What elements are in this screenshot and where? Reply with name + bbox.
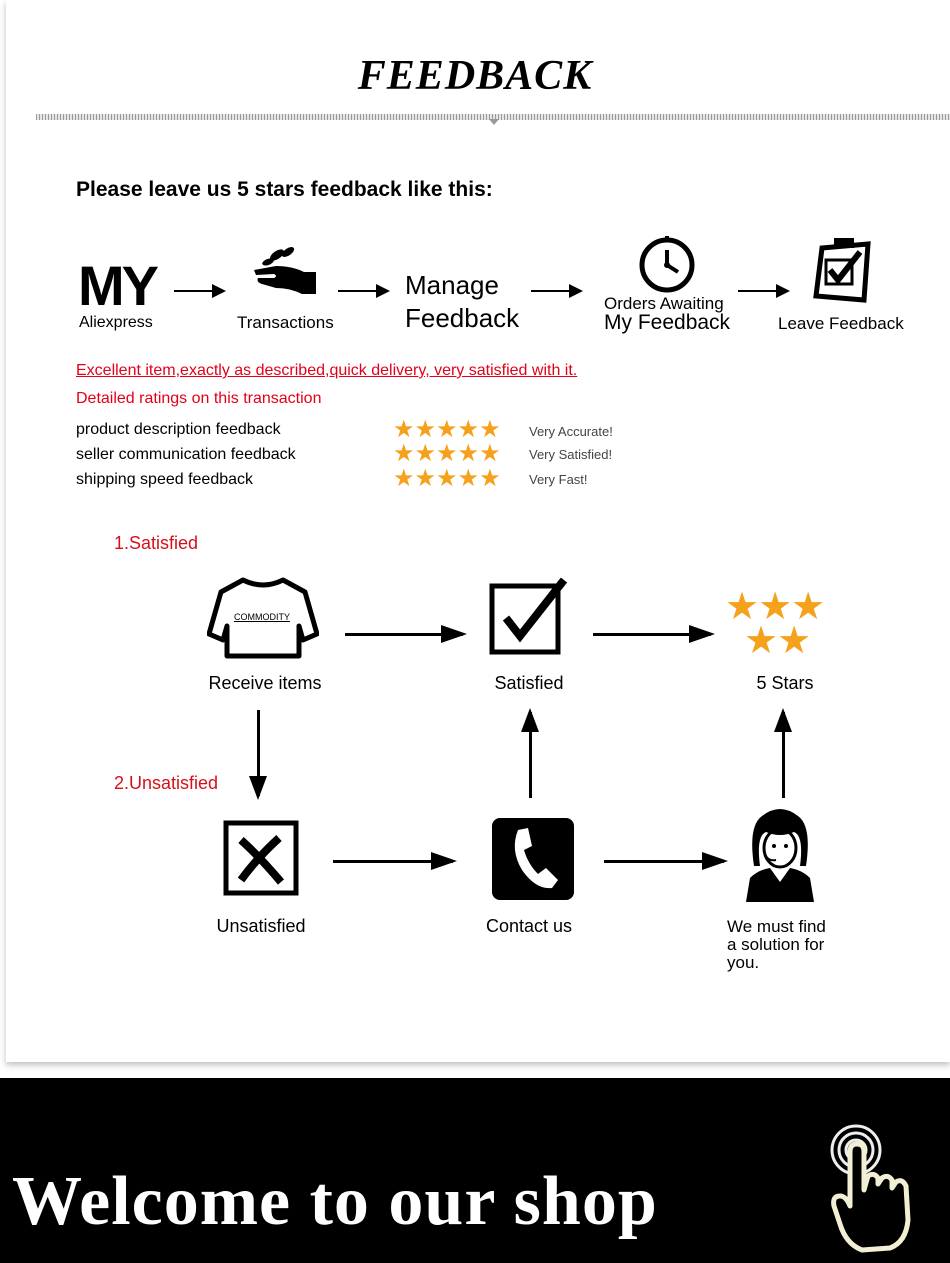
manage-label: Manage: [405, 270, 499, 300]
hand-with-coins-icon: [252, 244, 318, 298]
aliexpress-label: Aliexpress: [79, 314, 153, 331]
checkbox-icon: [488, 578, 568, 656]
step-arrow: [531, 290, 581, 292]
support-agent-icon: [744, 806, 816, 904]
rating-note: Very Satisfied!: [529, 447, 613, 462]
transactions-label: Transactions: [237, 313, 334, 332]
clock-icon: [638, 236, 696, 294]
my-logo: MY: [78, 254, 156, 317]
solution-line: a solution for: [727, 935, 825, 954]
solution-text: [727, 918, 826, 972]
solution-line: We must find: [727, 917, 826, 936]
divider-notch: [489, 119, 499, 125]
stars-icon: ★★: [744, 620, 811, 662]
step-arrow: [174, 290, 224, 292]
feedback-label: Feedback: [405, 303, 520, 333]
receive-items-label: Receive items: [208, 673, 322, 693]
step-arrow: [338, 290, 388, 292]
rating-label: seller communication feedback: [76, 446, 296, 463]
commodity-label: COMMODITY: [234, 612, 290, 622]
contact-us-label: Contact us: [485, 916, 573, 936]
intro-heading: Please leave us 5 stars feedback like this:: [76, 178, 493, 201]
my-feedback-label: My Feedback: [604, 311, 731, 334]
welcome-text: Welcome to our shop: [12, 1163, 658, 1240]
rating-stars: ★★★★★: [393, 465, 501, 492]
satisfied-label: Satisfied: [494, 673, 564, 693]
detailed-ratings-label: Detailed ratings on this transaction: [76, 390, 322, 407]
flow-arrow-up: [782, 712, 785, 798]
orders-awaiting-label: Orders Awaiting: [604, 294, 724, 313]
rating-stars: ★★★★★: [393, 416, 501, 443]
five-stars-label: 5 Stars: [756, 673, 814, 693]
pointing-hand-icon[interactable]: [826, 1124, 922, 1256]
unsatisfied-title: 2.Unsatisfied: [114, 773, 219, 793]
stars-icon: ★★★: [725, 586, 825, 628]
unsatisfied-label: Unsatisfied: [216, 916, 306, 936]
rating-stars: ★★★★★: [393, 440, 501, 467]
flow-arrow-down: [257, 710, 260, 796]
satisfied-title: 1.Satisfied: [114, 533, 199, 553]
phone-icon: [492, 818, 574, 900]
x-box-icon: [223, 820, 299, 896]
flow-arrow: [604, 860, 724, 863]
flow-arrow: [593, 633, 711, 636]
leave-feedback-label: Leave Feedback: [778, 314, 904, 333]
page-title: FEEDBACK: [357, 53, 593, 99]
solution-line: you.: [727, 953, 760, 972]
review-text: Excellent item,exactly as described,quick delivery, very satisfied with it.: [76, 362, 578, 379]
flow-arrow: [333, 860, 453, 863]
rating-label: shipping speed feedback: [76, 471, 254, 488]
step-arrow: [738, 290, 788, 292]
rating-note: Very Fast!: [529, 472, 588, 487]
rating-note: Very Accurate!: [529, 424, 613, 439]
clipboard-check-icon: [812, 238, 874, 304]
flow-arrow-up: [529, 712, 532, 798]
flow-arrow: [345, 633, 463, 636]
rating-label: product description feedback: [76, 421, 281, 438]
